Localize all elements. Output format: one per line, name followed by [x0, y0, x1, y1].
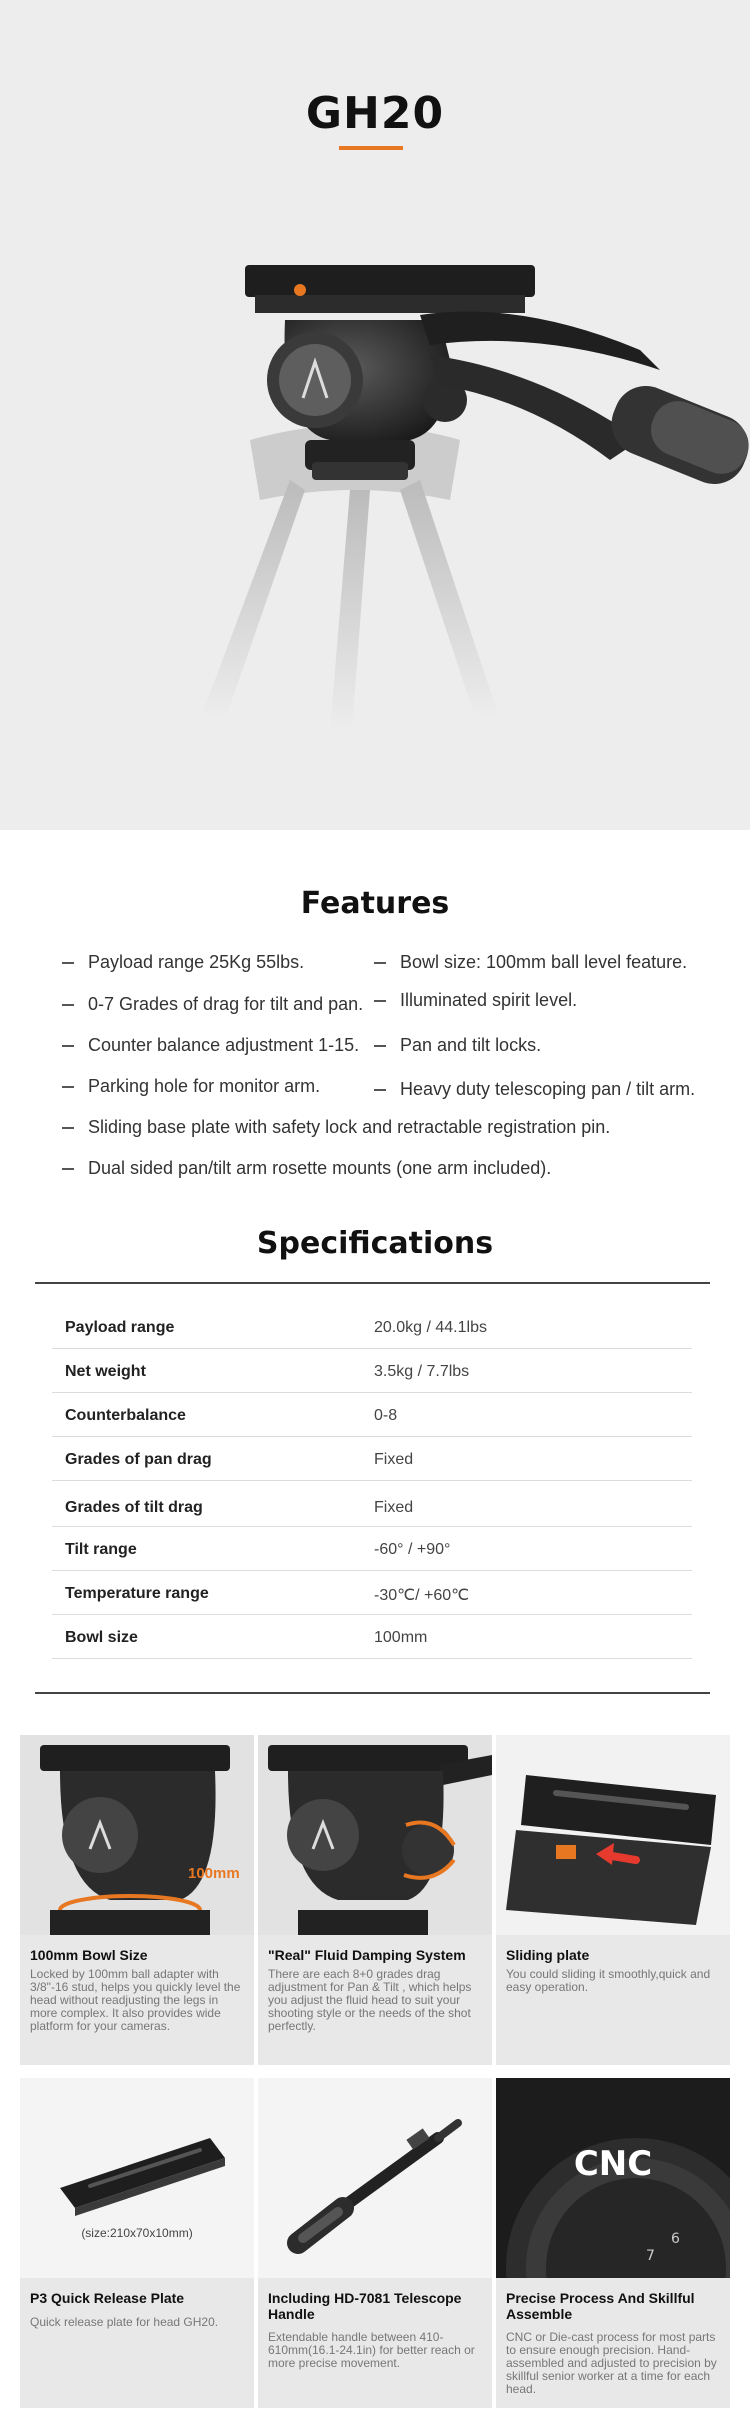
quick-release-plate-image [20, 2078, 254, 2278]
spec-row [52, 1305, 692, 1349]
precise-process-image [496, 2078, 730, 2278]
feature-item: Sliding base plate with safety lock and retractable registration pin. [62, 1117, 610, 1138]
spec-value: 20.0kg / 44.1lbs [374, 1319, 487, 1336]
feature-card-bowl-size [20, 1735, 254, 2065]
spec-label: Counterbalance [65, 1407, 186, 1424]
spec-row [52, 1393, 692, 1437]
spec-label: Net weight [65, 1363, 146, 1380]
divider [35, 1692, 710, 1694]
feature-item: Dual sided pan/tilt arm rosette mounts (one arm included). [62, 1158, 551, 1179]
telescope-handle-image [258, 2078, 492, 2278]
feature-card-quick-release-plate [20, 2078, 254, 2408]
card-title: 100mm Bowl Size [30, 1947, 148, 1963]
divider [35, 1282, 710, 1284]
card-description: You could sliding it smoothly,quick and easy operation. [506, 1967, 711, 1994]
fluid-damping-image [258, 1735, 492, 1935]
card-description: There are each 8+0 grades drag adjustment for Pan & Tilt , which helps you adjust the fluid head to suit your shooting style or the needs of the shot perfectly. [268, 1967, 472, 2033]
bowl-size-badge: 100mm [188, 1865, 240, 1882]
hero-section [0, 0, 750, 830]
feature-item: Parking hole for monitor arm. [62, 1076, 320, 1097]
feature-card-precise-process [496, 2078, 730, 2408]
card-title: Including HD-7081 Telescope Handle [268, 2290, 462, 2322]
bowl-size-image [20, 1735, 254, 1935]
spec-row [52, 1481, 692, 1527]
spec-label: Temperature range [65, 1585, 209, 1602]
sliding-plate-image [496, 1735, 730, 1935]
plate-size-caption: (size:210x70x10mm) [81, 2226, 193, 2240]
feature-item: Counter balance adjustment 1-15. [62, 1035, 359, 1056]
spec-value: Fixed [374, 1451, 414, 1468]
feature-card-telescope-handle [258, 2078, 492, 2408]
card-title: "Real" Fluid Damping System [268, 1947, 466, 1963]
spec-row [52, 1615, 692, 1659]
svg-text:7: 7 [646, 2248, 655, 2264]
spec-value: -60° / +90° [374, 1541, 451, 1558]
spec-value: 0-8 [374, 1407, 398, 1424]
title-underline [339, 146, 403, 150]
feature-item: Payload range 25Kg 55lbs. [62, 952, 304, 973]
card-description: Quick release plate for head GH20. [30, 2315, 219, 2329]
card-description: Extendable handle between 410-610mm(16.1-24.1in) for better reach or more precise movement. [268, 2330, 475, 2370]
feature-item: 0-7 Grades of drag for tilt and pan. [62, 994, 363, 1015]
card-description: Locked by 100mm ball adapter with 3/8"-16 stud, helps you quickly level the head without readjusting the legs in more complex. It also provides wide platform for your cameras. [30, 1967, 241, 2033]
feature-item: Bowl size: 100mm ball level feature. [374, 952, 687, 973]
feature-item: Pan and tilt locks. [374, 1035, 541, 1056]
spec-row [52, 1527, 692, 1571]
cnc-badge: CNC [573, 2144, 653, 2184]
spec-row [52, 1437, 692, 1481]
card-title: Precise Process And Skillful Assemble [506, 2290, 695, 2322]
fluid-head-illustration [0, 240, 750, 740]
feature-card-fluid-damping [258, 1735, 492, 2065]
spec-row [52, 1571, 692, 1615]
product-title: GH20 [305, 88, 445, 139]
features-heading: Features [300, 886, 450, 921]
feature-card-sliding-plate [496, 1735, 730, 2065]
specifications-heading: Specifications [256, 1226, 494, 1261]
spec-label: Payload range [65, 1319, 175, 1336]
card-title: Sliding plate [506, 1947, 590, 1963]
feature-item: Illuminated spirit level. [374, 990, 577, 1011]
spec-value: 3.5kg / 7.7lbs [374, 1363, 470, 1380]
feature-item: Heavy duty telescoping pan / tilt arm. [374, 1079, 695, 1100]
spec-label: Bowl size [65, 1629, 138, 1646]
spec-label: Tilt range [65, 1541, 137, 1558]
svg-text:6: 6 [671, 2231, 680, 2247]
spec-value: Fixed [374, 1499, 414, 1516]
spec-row [52, 1349, 692, 1393]
card-title: P3 Quick Release Plate [30, 2290, 185, 2306]
card-description: CNC or Die-cast process for most parts to ensure enough precision. Hand-assembled and adjusted to precision by skillful senior worker at a time for each head. [506, 2330, 717, 2396]
spec-value: 100mm [374, 1629, 428, 1646]
spec-value: -30℃/ +60℃ [374, 1587, 470, 1604]
spec-label: Grades of tilt drag [65, 1499, 203, 1516]
spec-label: Grades of pan drag [65, 1451, 212, 1468]
